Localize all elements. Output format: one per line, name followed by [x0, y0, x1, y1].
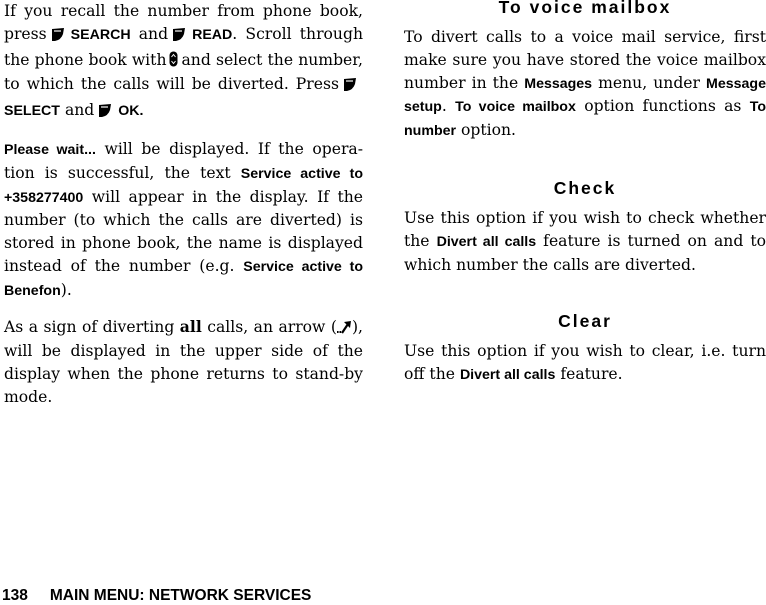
text: If you recall the number from phone book, press — [4, 2, 363, 43]
text: Use this option if you wish to clear, i.e. turn off the — [404, 342, 766, 384]
menu-name: Message setup — [404, 75, 766, 116]
divert-arrow-icon — [337, 318, 352, 341]
text: To divert calls to a voice mail service, first make sure you have stored the voice mailbox number in the — [404, 28, 766, 92]
text: . — [441, 97, 447, 116]
section-title: MAIN MENU: NETWORK SERVICES — [49, 587, 312, 604]
select-key-label: SELECT — [4, 103, 60, 120]
menu-name: Messages — [524, 75, 593, 92]
paragraph-please-wait — [4, 138, 363, 303]
option-name: To voice mailbox — [455, 99, 576, 116]
page-footer — [2, 587, 311, 605]
text: As a sign of diverting — [4, 317, 175, 336]
paragraph-recall — [4, 0, 363, 125]
heading-check: Check — [553, 177, 617, 198]
paragraph-voice-mailbox — [404, 26, 766, 143]
text: will appear in the display. If the number (to which the calls are diverted) is stored in phone book, the name is displayed instead of the number (e.g. — [4, 187, 363, 275]
text: feature is turned on and to which number the calls are diverted. — [404, 231, 766, 274]
search-key-label: SEARCH — [70, 26, 131, 43]
text: and select the number, to which the calls will be diverted. Press — [4, 50, 363, 94]
text: Use this option if you wish to check whether the — [404, 208, 766, 250]
display-text: Service active to +358277400 — [4, 165, 363, 206]
softkey-icon — [343, 76, 357, 99]
text: ). — [60, 280, 72, 299]
text: and — [64, 101, 95, 120]
ok-key-label: OK. — [118, 103, 144, 120]
text: and — [138, 24, 169, 43]
page-number: 138 — [2, 587, 28, 604]
softkey-icon — [172, 26, 186, 49]
text: option. — [461, 121, 517, 140]
heading-clear: Clear — [558, 311, 612, 332]
text: menu, under — [598, 73, 700, 92]
text: calls, an arrow ( — [207, 317, 337, 336]
paragraph-check — [404, 207, 766, 276]
display-text: Service active to Benefon — [4, 258, 363, 299]
heading-to-voice-mailbox: To voice mailbox — [498, 0, 672, 17]
paragraph-clear — [404, 340, 766, 387]
text: will be displayed. If the operation is successful, the text — [4, 139, 364, 182]
right-column — [404, 0, 766, 387]
text: option functions as — [584, 97, 742, 116]
read-key-label: READ — [192, 26, 233, 43]
text: . Scroll through the phone book with — [4, 24, 363, 69]
softkey-icon — [98, 102, 112, 125]
text: feature. — [560, 365, 623, 384]
scroll-key-icon — [169, 51, 178, 74]
emphasis: all — [179, 316, 202, 336]
softkey-icon — [51, 26, 65, 49]
option-name: To number — [404, 99, 766, 140]
display-text: Please wait... — [4, 141, 96, 158]
text: ), will be displayed in the upper side of the display when the phone returns to stand-by mode. — [4, 317, 363, 406]
feature-name: Divert all calls — [436, 233, 537, 250]
paragraph-arrow-sign — [4, 316, 363, 409]
feature-name: Divert all calls — [459, 367, 556, 384]
left-column — [4, 0, 363, 409]
